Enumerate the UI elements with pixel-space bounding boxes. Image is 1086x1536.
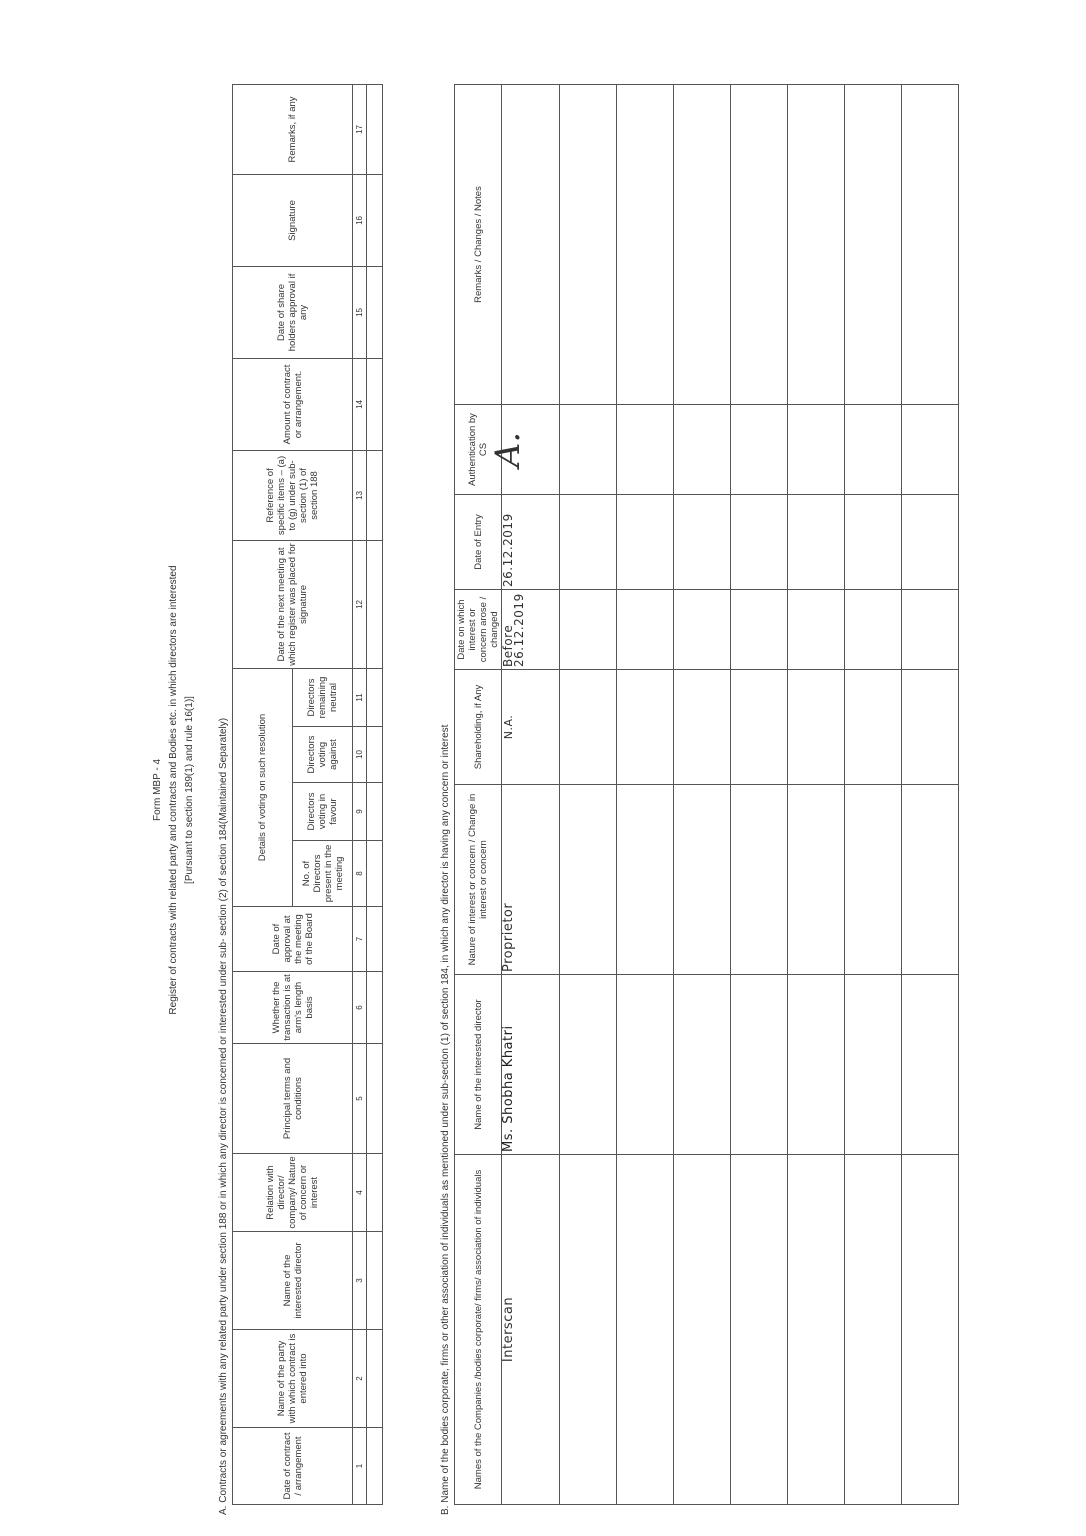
table-row <box>902 85 959 1505</box>
col-number: 2 <box>353 1330 367 1428</box>
col-number: 12 <box>353 540 367 668</box>
col-number: 13 <box>353 450 367 540</box>
col-principal-terms: Principal terms and conditions <box>233 1044 353 1154</box>
section-a-table <box>232 84 383 1505</box>
col-board-approval-date: Date of approval at the meeting of the Board <box>233 907 353 972</box>
table-row <box>502 85 560 1505</box>
col-remarks: Remarks, if any <box>233 84 353 174</box>
col-next-meeting-date: Date of the next meeting at which register was placed for signature <box>233 540 353 668</box>
section-b-title: B. Name of the bodies corporate, firms or other association of individuals as mentioned under sub-section (1) of section 184, in which any director is having any concern or interest <box>440 724 451 1515</box>
col-number: 8 <box>353 841 367 907</box>
col-number: 1 <box>353 1428 367 1505</box>
table-row <box>788 85 845 1505</box>
col-voting-favour: Directors voting in favour <box>293 783 353 841</box>
col-arms-length: Whether the transaction is at arm's length basis <box>233 972 353 1044</box>
table-row <box>617 85 674 1505</box>
col-number: 16 <box>353 174 367 266</box>
col-number: 9 <box>353 783 367 841</box>
section-a-title: A. Contracts or agreements with any related party under section 188 or in which any director is concerned or interested under sub- section (2) of section 184(Maintained Separately) <box>218 717 229 1515</box>
table-row <box>731 85 788 1505</box>
col-authentication: Authentication by CS <box>455 405 502 495</box>
company-name-cell: Interscan <box>502 1155 560 1505</box>
col-number: 17 <box>353 84 367 174</box>
col-number: 7 <box>353 907 367 972</box>
rotated-register-page <box>80 65 980 1515</box>
col-date-of-contract: Date of contract / arrangement <box>233 1428 353 1505</box>
director-name-cell: Ms. Shobha Khatri <box>502 975 560 1155</box>
date-entry-cell: 26.12.2019 <box>502 495 560 590</box>
col-number: 5 <box>353 1044 367 1154</box>
date-arose-cell: Before 26.12.2019 <box>502 590 560 670</box>
form-subtitle: Register of contracts with related party and contracts and Bodies etc. in which directors are interested <box>168 565 179 1015</box>
remarks-cell <box>502 85 560 405</box>
form-pursuant: [Pursuant to section 189(1) and rule 16(1)] <box>184 696 195 884</box>
col-number: 3 <box>353 1232 367 1330</box>
table-row <box>674 85 731 1505</box>
col-nature-of-interest: Nature of interest or concern / Change in interest or concern <box>455 785 502 975</box>
col-shareholding: Shareholding, if Any <box>455 670 502 785</box>
col-remaining-neutral: Directors remaining neutral <box>293 668 353 726</box>
col-amount: Amount of contract or arrangement. <box>233 358 353 450</box>
col-party-name: Name of the party with which contract is entered into <box>233 1330 353 1428</box>
nature-cell: Proprietor <box>502 785 560 975</box>
col-interested-director: Name of the interested director <box>233 1232 353 1330</box>
col-b-interested-director: Name of the interested director <box>455 975 502 1155</box>
table-row <box>845 85 902 1505</box>
col-signature: Signature <box>233 174 353 266</box>
form-title: Form MBP - 4 <box>152 758 163 822</box>
col-company-names: Names of the Companies /bodies corporate/ firms/ association of individuals <box>455 1155 502 1505</box>
table-row <box>367 84 383 1504</box>
col-number: 4 <box>353 1154 367 1232</box>
col-number: 10 <box>353 727 367 783</box>
col-shareholder-approval: Date of share holders approval if any <box>233 266 353 358</box>
col-date-arose: Date on which interest or concern arose / changed <box>455 590 502 670</box>
col-remarks-notes: Remarks / Changes / Notes <box>455 85 502 405</box>
col-relation: Relation with director/ company/ Nature of concern or interest <box>233 1154 353 1232</box>
col-number: 15 <box>353 266 367 358</box>
col-voting-against: Directors voting against <box>293 727 353 783</box>
shareholding-cell: N.A. <box>502 670 560 785</box>
col-date-of-entry: Date of Entry <box>455 495 502 590</box>
section-b-table <box>454 84 959 1505</box>
col-number: 6 <box>353 972 367 1044</box>
cs-signature: A. <box>502 405 560 495</box>
column-number-row <box>353 84 367 1504</box>
table-row <box>560 85 617 1505</box>
col-reference-items: Reference of specific items – (a) to (g) under sub-section (1) of section 188 <box>233 450 353 540</box>
col-number: 14 <box>353 358 367 450</box>
col-voting-details: Details of voting on such resolution <box>233 668 293 906</box>
col-number: 11 <box>353 668 367 726</box>
col-directors-present: No. of Directors present in the meeting <box>293 841 353 907</box>
